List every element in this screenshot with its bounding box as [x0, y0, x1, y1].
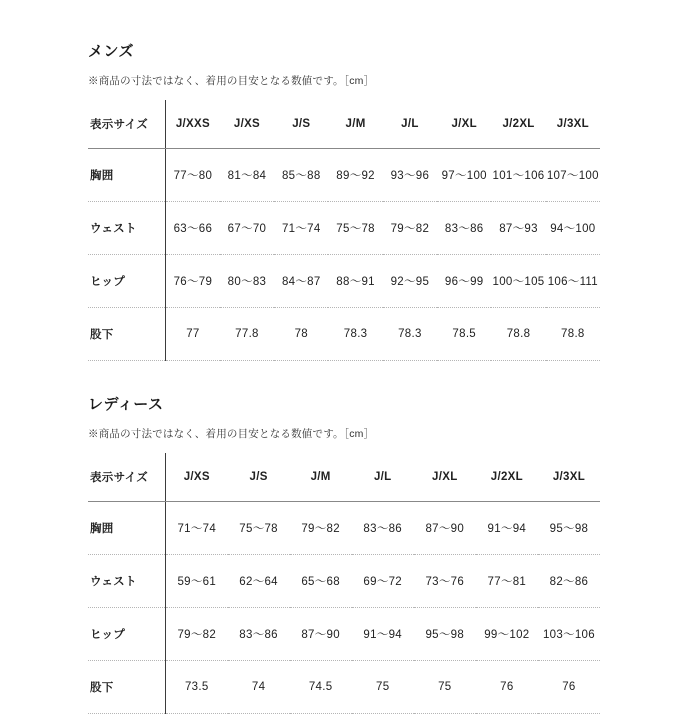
cell-value: 81〜84 — [220, 149, 274, 202]
column-header-jl: J/L — [352, 453, 414, 502]
cell-value: 91〜94 — [476, 502, 538, 555]
column-header-jl: J/L — [383, 100, 437, 149]
section-ladies — [88, 393, 600, 714]
cell-value: 71〜74 — [274, 202, 328, 255]
cell-value: 97〜100 — [437, 149, 491, 202]
cell-value: 76 — [538, 661, 600, 714]
table-row — [88, 149, 600, 202]
column-header-j2xl: J/2XL — [491, 100, 545, 149]
row-label-waist: ウェスト — [88, 202, 166, 255]
section-divider-space — [88, 365, 600, 383]
table-row — [88, 502, 600, 555]
cell-value: 99〜102 — [476, 608, 538, 661]
cell-value: 79〜82 — [290, 502, 352, 555]
cell-value: 78.3 — [383, 308, 437, 361]
cell-value: 94〜100 — [546, 202, 600, 255]
column-header-size-label: 表示サイズ — [88, 100, 166, 149]
row-label-hip: ヒップ — [88, 608, 166, 661]
column-header-jm: J/M — [328, 100, 382, 149]
section-note-ladies: ※商品の寸法ではなく、着用の目安となる数値です。［cm］ — [88, 428, 375, 440]
cell-value: 87〜93 — [491, 202, 545, 255]
cell-value: 73.5 — [166, 661, 228, 714]
table-row — [88, 555, 600, 608]
cell-value: 77 — [166, 308, 220, 361]
column-header-jm: J/M — [290, 453, 352, 502]
cell-value: 75〜78 — [328, 202, 382, 255]
cell-value: 71〜74 — [166, 502, 228, 555]
cell-value: 74 — [228, 661, 290, 714]
table-body-mens — [88, 149, 600, 361]
cell-value: 83〜86 — [228, 608, 290, 661]
cell-value: 78.8 — [546, 308, 600, 361]
cell-value: 92〜95 — [383, 255, 437, 308]
cell-value: 83〜86 — [437, 202, 491, 255]
size-table-ladies — [88, 453, 600, 714]
table-row — [88, 608, 600, 661]
cell-value: 107〜100 — [546, 149, 600, 202]
table-head-ladies — [88, 453, 600, 502]
section-note-mens: ※商品の寸法ではなく、着用の目安となる数値です。［cm］ — [88, 75, 375, 87]
column-header-j3xl: J/3XL — [538, 453, 600, 502]
row-label-chest: 胸囲 — [88, 149, 166, 202]
cell-value: 76〜79 — [166, 255, 220, 308]
cell-value: 77〜80 — [166, 149, 220, 202]
cell-value: 87〜90 — [414, 502, 476, 555]
cell-value: 78 — [274, 308, 328, 361]
cell-value: 85〜88 — [274, 149, 328, 202]
row-label-inseam: 股下 — [88, 308, 166, 361]
table-row — [88, 661, 600, 714]
cell-value: 89〜92 — [328, 149, 382, 202]
cell-value: 69〜72 — [352, 555, 414, 608]
row-label-chest: 胸囲 — [88, 502, 166, 555]
cell-value: 77〜81 — [476, 555, 538, 608]
row-label-inseam: 股下 — [88, 661, 166, 714]
table-header-row — [88, 100, 600, 149]
cell-value: 83〜86 — [352, 502, 414, 555]
cell-value: 95〜98 — [538, 502, 600, 555]
cell-value: 79〜82 — [383, 202, 437, 255]
column-header-j3xl: J/3XL — [546, 100, 600, 149]
cell-value: 78.8 — [491, 308, 545, 361]
column-header-size-label: 表示サイズ — [88, 453, 166, 502]
table-row — [88, 308, 600, 361]
cell-value: 77.8 — [220, 308, 274, 361]
cell-value: 78.3 — [328, 308, 382, 361]
column-header-jxl: J/XL — [414, 453, 476, 502]
cell-value: 80〜83 — [220, 255, 274, 308]
column-header-js: J/S — [274, 100, 328, 149]
cell-value: 65〜68 — [290, 555, 352, 608]
cell-value: 59〜61 — [166, 555, 228, 608]
cell-value: 106〜111 — [546, 255, 600, 308]
cell-value: 62〜64 — [228, 555, 290, 608]
cell-value: 84〜87 — [274, 255, 328, 308]
column-header-jxxs: J/XXS — [166, 100, 220, 149]
column-header-js: J/S — [228, 453, 290, 502]
cell-value: 87〜90 — [290, 608, 352, 661]
cell-value: 88〜91 — [328, 255, 382, 308]
cell-value: 103〜106 — [538, 608, 600, 661]
column-header-jxs: J/XS — [166, 453, 228, 502]
column-header-j2xl: J/2XL — [476, 453, 538, 502]
column-header-jxl: J/XL — [437, 100, 491, 149]
cell-value: 73〜76 — [414, 555, 476, 608]
size-table-mens — [88, 100, 600, 361]
table-row — [88, 255, 600, 308]
cell-value: 95〜98 — [414, 608, 476, 661]
cell-value: 63〜66 — [166, 202, 220, 255]
cell-value: 75〜78 — [228, 502, 290, 555]
section-title-ladies: レディース — [88, 396, 164, 413]
row-label-hip: ヒップ — [88, 255, 166, 308]
cell-value: 75 — [414, 661, 476, 714]
table-head-mens — [88, 100, 600, 149]
section-mens — [88, 40, 600, 361]
cell-value: 93〜96 — [383, 149, 437, 202]
cell-value: 67〜70 — [220, 202, 274, 255]
cell-value: 78.5 — [437, 308, 491, 361]
cell-value: 101〜106 — [491, 149, 545, 202]
cell-value: 79〜82 — [166, 608, 228, 661]
table-row — [88, 202, 600, 255]
row-label-waist: ウェスト — [88, 555, 166, 608]
column-header-jxs: J/XS — [220, 100, 274, 149]
cell-value: 82〜86 — [538, 555, 600, 608]
cell-value: 91〜94 — [352, 608, 414, 661]
cell-value: 100〜105 — [491, 255, 545, 308]
cell-value: 96〜99 — [437, 255, 491, 308]
cell-value: 75 — [352, 661, 414, 714]
section-title-mens: メンズ — [88, 43, 135, 60]
cell-value: 76 — [476, 661, 538, 714]
table-header-row — [88, 453, 600, 502]
table-body-ladies — [88, 502, 600, 714]
cell-value: 74.5 — [290, 661, 352, 714]
